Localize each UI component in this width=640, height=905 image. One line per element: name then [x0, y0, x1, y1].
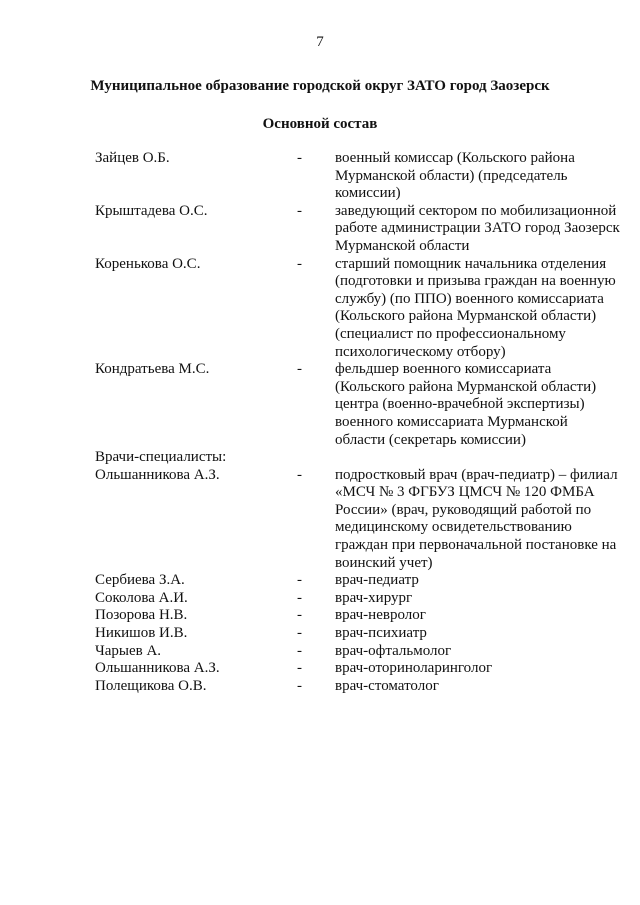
specialists-label: Врачи-специалисты:	[95, 449, 227, 466]
specialist-role: врач-психиатр	[335, 625, 427, 642]
specialist-name: Никишов И.В.	[95, 625, 188, 642]
document-heading: Муниципальное образование городской округ ЗАТО город Заозерск	[90, 78, 550, 94]
member-row	[95, 361, 615, 449]
member-row	[95, 202, 620, 256]
separator-dash: -	[297, 660, 302, 677]
member-role: заведующий сектором по мобилизационной работе администрации ЗАТО город Заозерск Мурманской области	[335, 202, 620, 254]
separator-dash: -	[297, 150, 302, 166]
page-number: 7	[316, 34, 324, 50]
specialist-role: врач-оториноларинголог	[335, 660, 493, 677]
separator-dash: -	[297, 572, 302, 589]
separator-dash: -	[297, 677, 302, 694]
separator-dash: -	[297, 642, 302, 659]
member-row	[95, 256, 615, 362]
section-heading: Основной состав	[262, 116, 378, 132]
specialist-role: врач-педиатр	[335, 572, 419, 589]
separator-dash: -	[297, 589, 302, 606]
specialist-role: врач-стоматолог	[335, 677, 439, 694]
member-name: Коренькова О.С.	[95, 255, 201, 272]
specialist-name: Ольшанникова А.З.	[95, 660, 220, 677]
specialist-row	[95, 466, 618, 573]
separator-dash: -	[297, 255, 302, 272]
separator-dash: -	[297, 607, 302, 624]
separator-dash: -	[297, 625, 302, 642]
specialist-row	[95, 643, 615, 661]
member-row	[95, 150, 615, 203]
separator-dash: -	[297, 466, 302, 483]
specialist-name: Ольшанникова А.З.	[95, 466, 220, 483]
separator-dash: -	[297, 202, 302, 219]
specialist-name: Соколова А.И.	[95, 589, 188, 606]
specialist-name: Позорова Н.В.	[95, 607, 188, 624]
specialist-role: врач-офтальмолог	[335, 642, 452, 659]
specialist-role: врач-невролог	[335, 607, 426, 624]
specialist-name: Полещикова О.В.	[95, 677, 207, 694]
specialist-role: подростковый врач (врач-педиатр) – филиал «МСЧ № 3 ФГБУЗ ЦМСЧ № 120 ФМБА России» (врач, руководящий работой по медицинскому освидетельствованию граждан при первоначальной постановке на воинский учет)	[335, 466, 618, 571]
specialist-row	[95, 678, 615, 696]
specialist-row	[95, 590, 615, 608]
member-role: старший помощник начальника отделения (подготовки и призыва граждан на военную службу) (по ППО) военного комиссариата (Кольского района Мурманской области) (специалист по профессиональному психологическому отбору)	[335, 255, 616, 360]
specialists-label-row	[95, 449, 615, 467]
specialist-role: врач-хирург	[335, 589, 413, 606]
specialist-row	[95, 660, 615, 678]
commission-roster	[95, 150, 620, 695]
member-name: Крыштадева О.С.	[95, 202, 208, 219]
specialist-row	[95, 607, 615, 625]
member-name: Зайцев О.Б.	[95, 150, 170, 166]
member-role: фельдшер военного комиссариата (Кольского района Мурманской области) центра (военно-врачебной экспертизы) военного комиссариата Мурманской области (секретарь комиссии)	[335, 361, 597, 448]
specialist-row	[95, 572, 615, 590]
specialist-name: Сербиева З.А.	[95, 572, 185, 589]
separator-dash: -	[297, 361, 302, 378]
member-role: военный комиссар (Кольского района Мурманской области) (председатель комиссии)	[335, 150, 575, 202]
specialist-row	[95, 625, 615, 643]
member-name: Кондратьева М.С.	[95, 361, 210, 378]
specialist-name: Чарыев А.	[95, 642, 162, 659]
